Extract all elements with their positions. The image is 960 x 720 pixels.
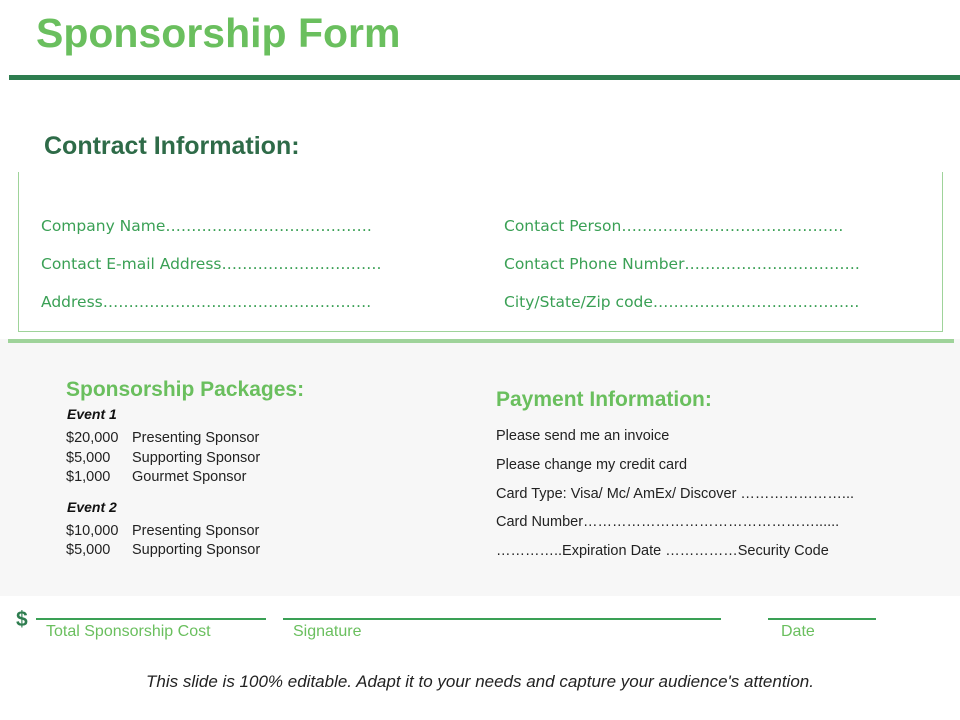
package-name: Presenting Sponsor (132, 523, 260, 539)
card-type-field[interactable]: Card Type: Visa/ Mc/ AmEx/ Discover …………………... (496, 486, 855, 502)
package-item[interactable] (66, 469, 246, 485)
contact-email-field[interactable]: Contact E-mail Address…………………………. (41, 255, 382, 273)
packages-heading: Sponsorship Packages: (66, 378, 305, 401)
invoice-option[interactable]: Please send me an invoice (496, 428, 670, 444)
lower-divider (8, 339, 954, 343)
payment-heading: Payment Information: (496, 388, 712, 411)
total-cost-label: Total Sponsorship Cost (46, 623, 211, 640)
contract-heading: Contract Information: (44, 132, 300, 160)
footer-note: This slide is 100% editable. Adapt it to your needs and capture your audience's attention. (146, 672, 814, 691)
company-name-field[interactable]: Company Name…………………………………. (41, 217, 372, 235)
expiration-security-field[interactable]: …………..Expiration Date ……………Security Code (496, 543, 829, 559)
signature-line[interactable] (283, 618, 721, 620)
event-2-label: Event 2 (67, 499, 117, 515)
contact-person-field[interactable]: Contact Person……………………………………. (504, 217, 844, 235)
title-divider (9, 75, 960, 80)
package-name: Presenting Sponsor (132, 430, 260, 446)
address-field[interactable]: Address……………………………………………. (41, 293, 372, 311)
card-number-field[interactable]: Card Number…………………………………………...... (496, 514, 840, 530)
signature-label: Signature (293, 623, 362, 640)
package-name: Supporting Sponsor (132, 450, 261, 466)
credit-card-option[interactable]: Please change my credit card (496, 457, 688, 473)
dollar-sign: $ (16, 608, 28, 631)
package-amount: $20,000 (66, 430, 119, 446)
package-amount: $5,000 (66, 542, 111, 558)
package-item[interactable] (66, 542, 260, 558)
contact-phone-field[interactable]: Contact Phone Number……………………………. (504, 255, 860, 273)
package-item[interactable] (66, 450, 260, 466)
package-amount: $10,000 (66, 523, 119, 539)
package-item[interactable] (66, 523, 259, 539)
package-amount: $5,000 (66, 450, 111, 466)
package-amount: $1,000 (66, 469, 111, 485)
package-item[interactable] (66, 430, 259, 446)
event-1-label: Event 1 (67, 406, 117, 422)
package-name: Supporting Sponsor (132, 542, 261, 558)
city-state-zip-field[interactable]: City/State/Zip code…………………………………. (504, 293, 860, 311)
total-cost-line[interactable] (36, 618, 266, 620)
page-title: Sponsorship Form (36, 10, 401, 56)
package-name: Gourmet Sponsor (132, 469, 247, 485)
date-line[interactable] (768, 618, 876, 620)
date-label: Date (781, 623, 815, 640)
